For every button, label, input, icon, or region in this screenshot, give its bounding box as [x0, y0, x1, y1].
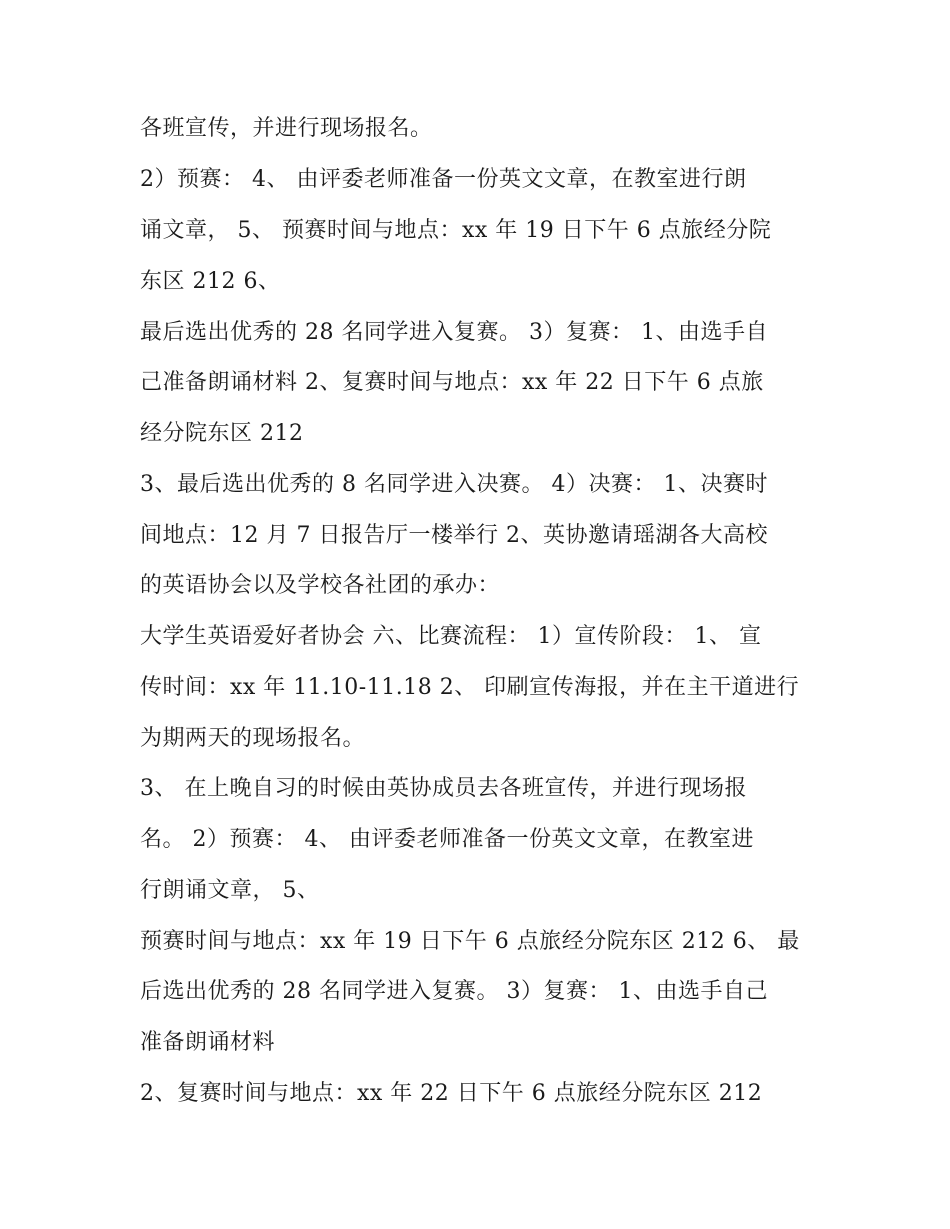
text-line: 传时间：xx 年 11.10-11.18 2、 印刷宣传海报，并在主干道进行	[140, 675, 800, 700]
text-line: 准备朗诵材料	[140, 1030, 276, 1055]
text-line: 2）预赛： 4、 由评委老师准备一份英文文章，在教室进行朗	[140, 167, 747, 192]
text-line: 经分院东区 212	[140, 421, 304, 446]
text-line: 最后选出优秀的 28 名同学进入复赛。 3）复赛： 1、由选手自	[140, 320, 768, 345]
text-line: 后选出优秀的 28 名同学进入复赛。 3）复赛： 1、由选手自己	[140, 979, 768, 1004]
text-line: 大学生英语爱好者协会 六、比赛流程： 1）宣传阶段： 1、 宣	[140, 624, 762, 649]
text-line: 为期两天的现场报名。	[140, 726, 366, 751]
text-line: 2、复赛时间与地点：xx 年 22 日下午 6 点旅经分院东区 212	[140, 1081, 763, 1106]
text-line: 各班宣传，并进行现场报名。	[140, 116, 433, 141]
text-line: 的英语协会以及学校各社团的承办：	[140, 573, 501, 598]
text-line: 东区 212 6、	[140, 269, 281, 294]
text-line: 3、最后选出优秀的 8 名同学进入决赛。 4）决赛： 1、决赛时	[140, 472, 768, 497]
text-line: 名。 2）预赛： 4、 由评委老师准备一份英文文章，在教室进	[140, 827, 754, 852]
text-line: 3、 在上晚自习的时候由英协成员去各班宣传，并进行现场报	[140, 776, 747, 801]
text-line: 预赛时间与地点：xx 年 19 日下午 6 点旅经分院东区 212 6、 最	[140, 929, 800, 954]
text-line: 己准备朗诵材料 2、复赛时间与地点：xx 年 22 日下午 6 点旅	[140, 370, 764, 395]
text-line: 诵文章， 5、 预赛时间与地点：xx 年 19 日下午 6 点旅经分院	[140, 218, 772, 243]
text-line: 行朗诵文章， 5、	[140, 878, 320, 903]
text-line: 间地点：12 月 7 日报告厅一楼举行 2、英协邀请瑶湖各大高校	[140, 523, 768, 548]
